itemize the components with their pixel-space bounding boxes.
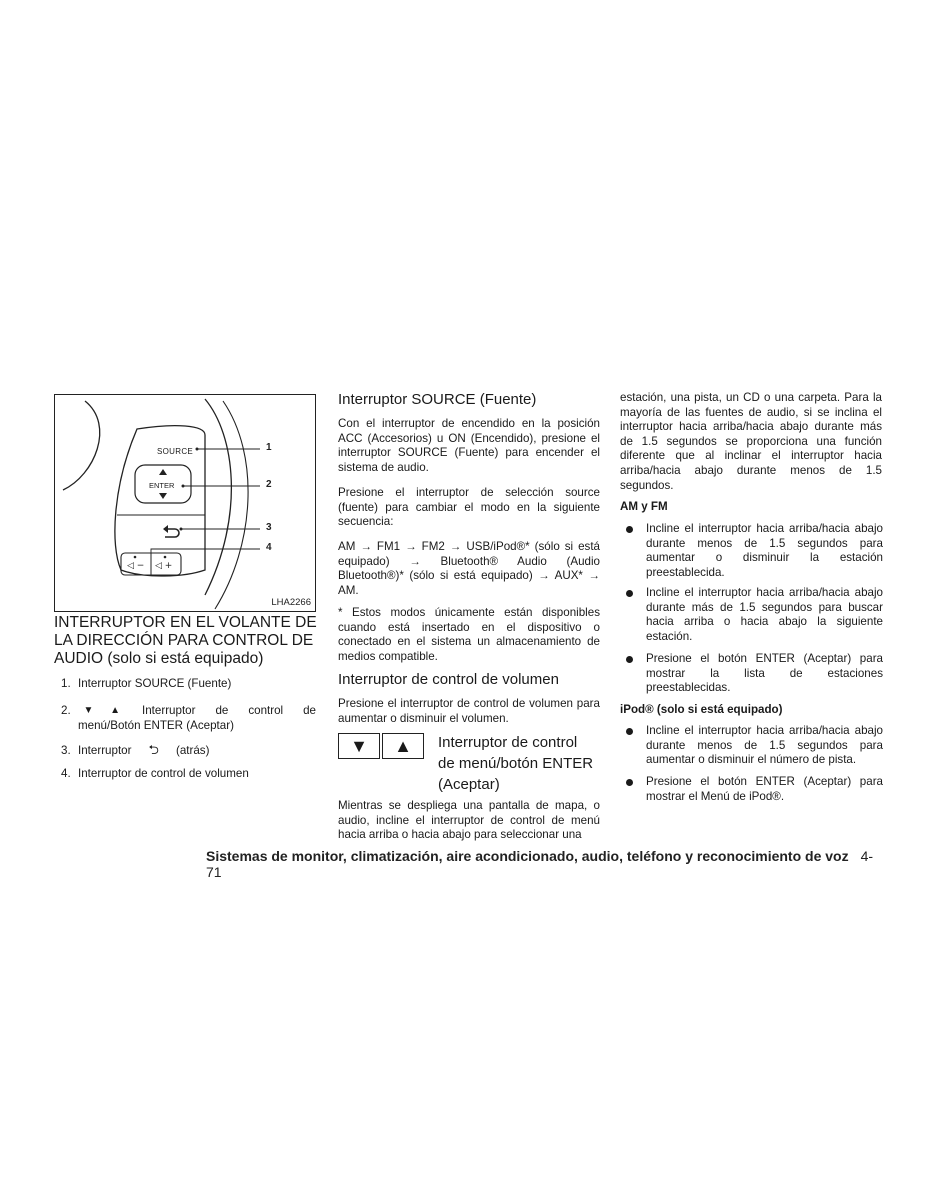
heading-line-3: AUDIO (solo si está equipado) (54, 650, 264, 667)
heading-source-switch: Interruptor SOURCE (Fuente) (338, 391, 537, 408)
up-arrow-icon: ▲ (382, 733, 424, 759)
bullet-ipod-1: Incline el interruptor hacia arriba/hacia abajo durante menos de 1.5 segundos para aumentar o disminuir el número de pista. (626, 724, 883, 768)
source-sequence: AM → FM1 → FM2 → USB/iPod®* (sólo si está equipado) → Bluetooth® Audio (Audio Bluetooth®)* (sólo si está equipado) → AUX* → AM. (338, 540, 600, 597)
bullet-icon (626, 656, 633, 663)
paragraph-modes-note: * Estos modos únicamente están disponibles cuando está insertado en el dispositivo o conectado en el sistema un almacenamiento de medios compatible. (338, 606, 600, 663)
svg-text:◁ +: ◁ + (155, 561, 173, 571)
list-item-2: 2. ▼ ▲ Interruptor de control de menú/Botón ENTER (Aceptar) (61, 704, 316, 732)
steering-switch-figure (54, 394, 316, 612)
heading-line-1: INTERRUPTOR EN EL VOLANTE DE (54, 614, 317, 631)
bullet-amfm-2: Incline el interruptor hacia arriba/hacia abajo durante más de 1.5 segundos para buscar hacia arriba o hacia abajo la siguiente estación. (626, 586, 883, 644)
list-item-4: 4. Interruptor de control de volumen (61, 767, 249, 780)
callout-3: 3 (266, 522, 272, 533)
callout-4: 4 (266, 542, 272, 553)
bullet-icon (626, 728, 633, 735)
bullet-icon (626, 526, 633, 533)
list-item-3: 3. Interruptor ⮌ (atrás) (61, 742, 210, 757)
page-number: 4-71 (206, 848, 874, 880)
back-arrow-icon: ⮌ (148, 742, 159, 757)
section-heading-steering-audio (54, 614, 319, 668)
heading-ipod: iPod® (solo si está equipado) (620, 703, 783, 716)
svg-text:◁ −: ◁ − (127, 561, 145, 571)
paragraph-menu-enter-cont: estación, una pista, un CD o una carpeta. Para la mayoría de las fuentes de audio, si se inclina el interruptor hacia arriba/hacia abajo durante más de 1.5 segundos se proporciona una función diferente que al inclinar el interruptor hacia arriba/hacia abajo durante menos de 1.5 segundos. (620, 391, 882, 492)
heading-volume-switch: Interruptor de control de volumen (338, 671, 559, 688)
steering-wheel-illustration (55, 395, 315, 611)
figure-enter-label: ENTER (149, 481, 175, 490)
paragraph-source-power: Con el interruptor de encendido en la posición ACC (Accesorios) u ON (Encendido), presione el interruptor SOURCE (Fuente) para encender el sistema de audio. (338, 417, 600, 474)
callout-2: 2 (266, 479, 272, 490)
bullet-amfm-3: Presione el botón ENTER (Aceptar) para mostrar la lista de estaciones preestablecidas. (626, 652, 883, 696)
bullet-icon (626, 779, 633, 786)
bullet-icon (626, 590, 633, 597)
page-footer (206, 848, 882, 880)
heading-menu-enter-switch: Interruptor de control de menú/botón ENTER (Aceptar) (438, 734, 594, 793)
figure-code: LHA2266 (271, 597, 311, 608)
figure-source-label: SOURCE (157, 447, 194, 456)
paragraph-source-select: Presione el interruptor de selección source (fuente) para cambiar el modo en la siguiente secuencia: (338, 486, 600, 529)
heading-am-fm: AM y FM (620, 500, 668, 513)
footer-title: Sistemas de monitor, climatización, aire acondicionado, audio, teléfono y reconocimiento de voz (206, 848, 849, 864)
down-up-arrows-icon: ▼ ▲ (78, 705, 121, 716)
bullet-amfm-1: Incline el interruptor hacia arriba/hacia abajo durante menos de 1.5 segundos para aumentar o disminuir la estación preestablecida. (626, 522, 883, 580)
callout-1: 1 (266, 442, 272, 453)
paragraph-menu-enter: Mientras se despliega una pantalla de mapa, o audio, incline el interruptor de control de menú hacia arriba o hacia abajo para seleccionar una (338, 799, 600, 842)
menu-arrow-buttons (338, 733, 424, 759)
heading-line-2: LA DIRECCIÓN PARA CONTROL DE (54, 632, 314, 649)
down-arrow-icon: ▼ (338, 733, 380, 759)
list-item-1: 1. Interruptor SOURCE (Fuente) (61, 677, 232, 690)
bullet-ipod-2: Presione el botón ENTER (Aceptar) para mostrar el Menú de iPod®. (626, 775, 883, 804)
paragraph-volume: Presione el interruptor de control de volumen para aumentar o disminuir el volumen. (338, 697, 600, 725)
